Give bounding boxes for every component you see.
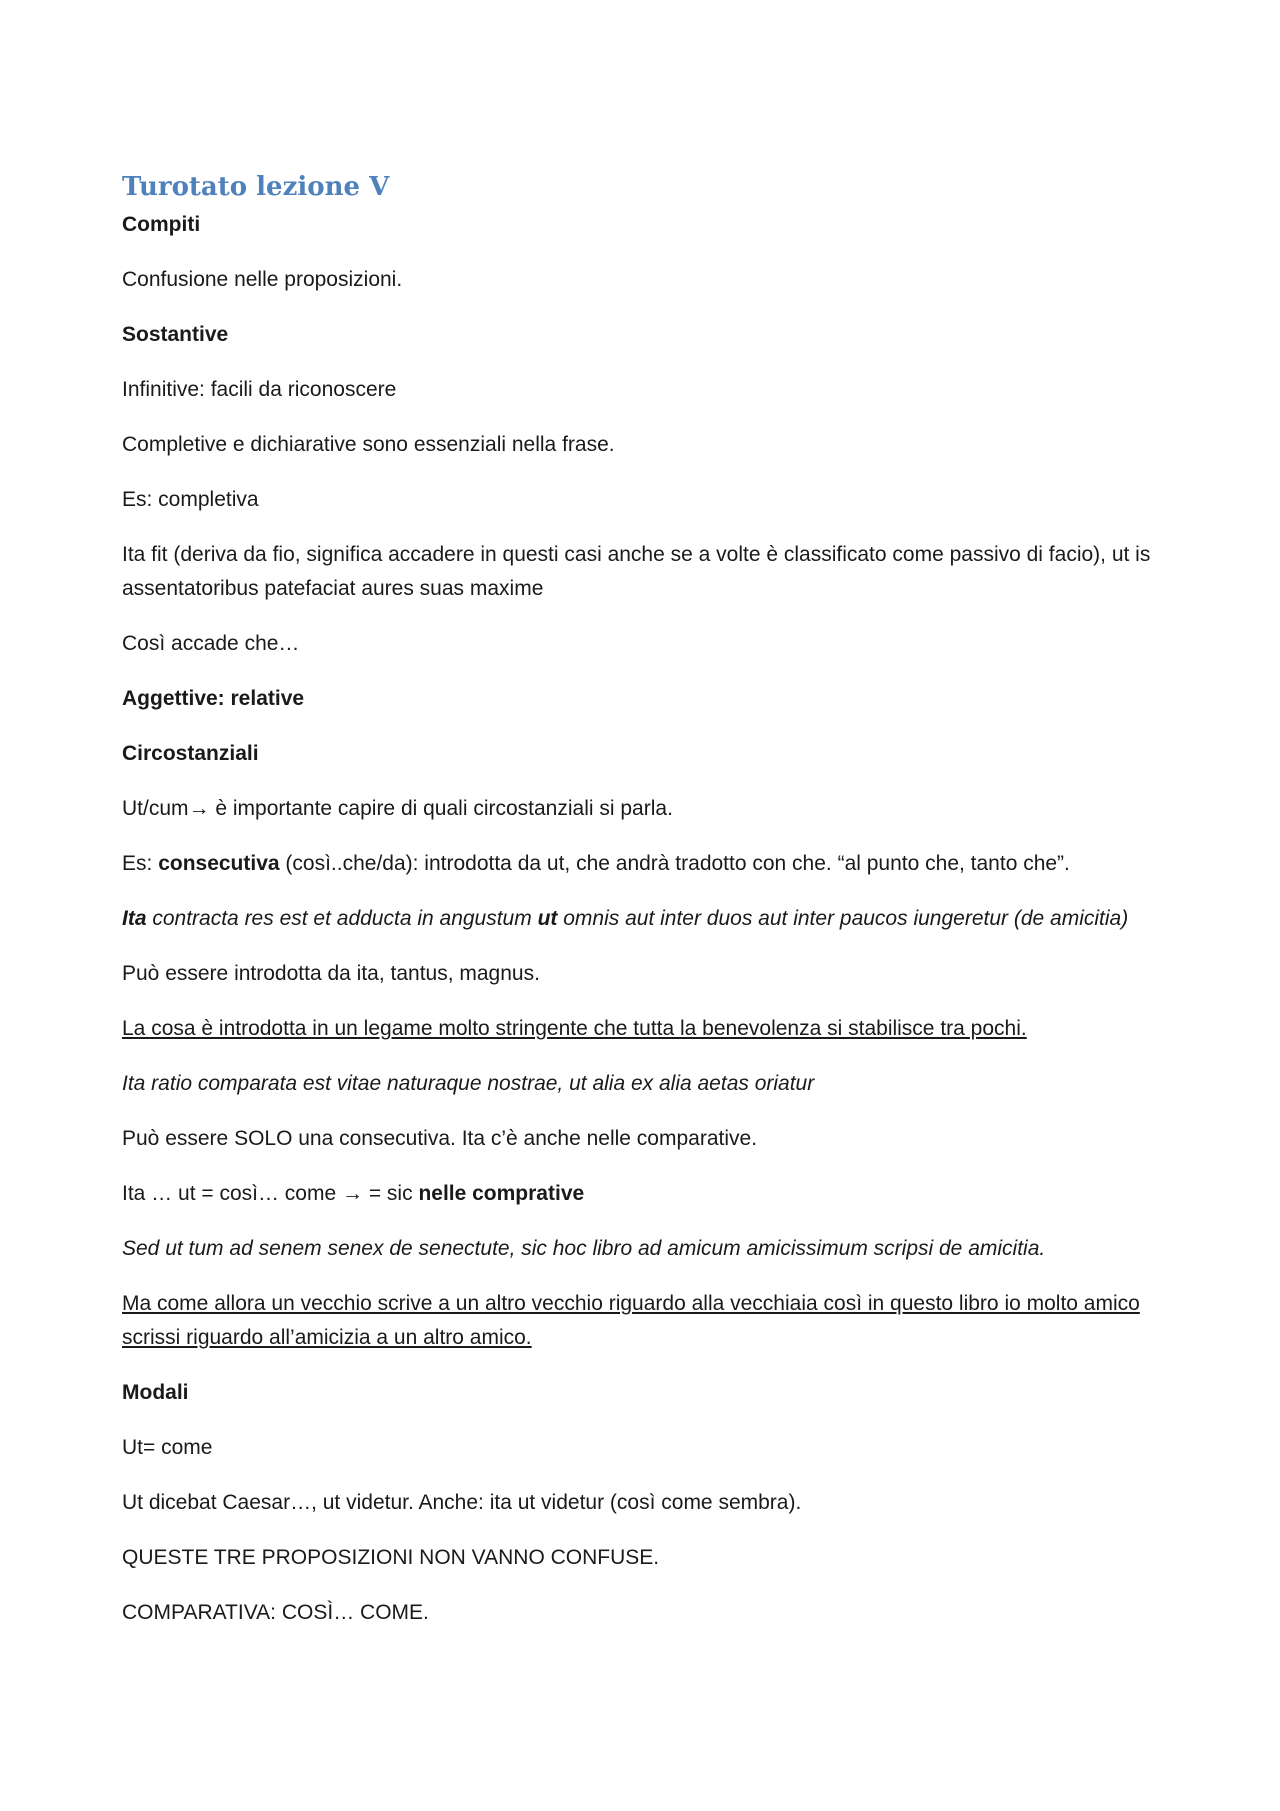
- paragraph-ma-come: Ma come allora un vecchio scrive a un altro vecchio riguardo alla vecchiaia così in questo libro io molto amico scrissi riguardo all’amicizia a un altro amico.: [122, 1292, 1140, 1349]
- paragraph-sed-ut: Sed ut tum ad senem senex de senectute, sic hoc libro ad amicum amicissimum scripsi de amicitia.: [122, 1237, 1046, 1260]
- paragraph-ita-contracta: [122, 902, 1162, 936]
- paragraph-ita-fit: Ita fit (deriva da fio, significa accadere in questi casi anche se a volte è classificato come passivo di facio), ut is assentatoribus patefaciat aures suas maxime: [122, 543, 1151, 600]
- paragraph-comparativa: COMPARATIVA: COSÌ… COME.: [122, 1601, 429, 1624]
- es-prefix: Es:: [122, 852, 159, 875]
- paragraph-cosi-accade: Così accade che…: [122, 632, 300, 655]
- heading-sostantive: Sostantive: [122, 323, 229, 346]
- paragraph-ut-dicebat: Ut dicebat Caesar…, ut videtur. Anche: ita ut videtur (così come sembra).: [122, 1491, 802, 1514]
- right-arrow-icon: →: [188, 797, 210, 820]
- paragraph-ut-come: Ut= come: [122, 1436, 213, 1459]
- paragraph-infinitive: Infinitive: facili da riconoscere: [122, 378, 397, 401]
- paragraph-es-consecutiva: [122, 847, 1162, 881]
- document-page: [122, 170, 1162, 1651]
- heading-aggettive: Aggettive: relative: [122, 687, 305, 710]
- utcum-text: è importante capire di quali circostanziali si parla.: [209, 797, 673, 820]
- ita-contracta-text-2: omnis aut inter duos aut inter paucos iungeretur (de amicitia): [557, 907, 1129, 930]
- es-consecutiva-text: (così..che/da): introdotta da ut, che andrà tradotto con che. “al punto che, tanto che”.: [279, 852, 1070, 875]
- paragraph-solo-consecutiva: Può essere SOLO una consecutiva. Ita c’è anche nelle comparative.: [122, 1127, 758, 1150]
- ita-ut-sic: = sic: [363, 1182, 419, 1205]
- paragraph-es-completiva: Es: completiva: [122, 488, 259, 511]
- heading-circostanziali: Circostanziali: [122, 742, 259, 765]
- ut-bold: ut: [537, 907, 558, 930]
- paragraph-ita-ratio: Ita ratio comparata est vitae naturaque nostrae, ut alia ex alia aetas oriatur: [122, 1072, 815, 1095]
- right-arrow-icon: →: [342, 1182, 363, 1205]
- ita-ut-text: Ita … ut = così… come: [122, 1182, 342, 1205]
- paragraph-ita-ut: [122, 1177, 1162, 1211]
- document-title: Turotato lezione V: [122, 172, 390, 202]
- heading-compiti: Compiti: [122, 213, 201, 236]
- paragraph-completive: Completive e dichiarative sono essenziali nella frase.: [122, 433, 615, 456]
- es-consecutiva-bold: consecutiva: [158, 852, 280, 875]
- ita-ut-bold: nelle comprative: [418, 1182, 585, 1205]
- paragraph-puo-essere: Può essere introdotta da ita, tantus, magnus.: [122, 962, 540, 985]
- paragraph-utcum: [122, 792, 1162, 826]
- ita-contracta-text-1: contracta res est et adducta in angustum: [146, 907, 538, 930]
- paragraph-queste-tre: QUESTE TRE PROPOSIZIONI NON VANNO CONFUSE.: [122, 1546, 660, 1569]
- utcum-label: Ut/cum: [122, 797, 189, 820]
- heading-modali: Modali: [122, 1381, 189, 1404]
- paragraph-confusione: Confusione nelle proposizioni.: [122, 268, 403, 291]
- ita-bold: Ita: [122, 907, 147, 930]
- paragraph-la-cosa: La cosa è introdotta in un legame molto stringente che tutta la benevolenza si stabilisce tra pochi.: [122, 1017, 1027, 1040]
